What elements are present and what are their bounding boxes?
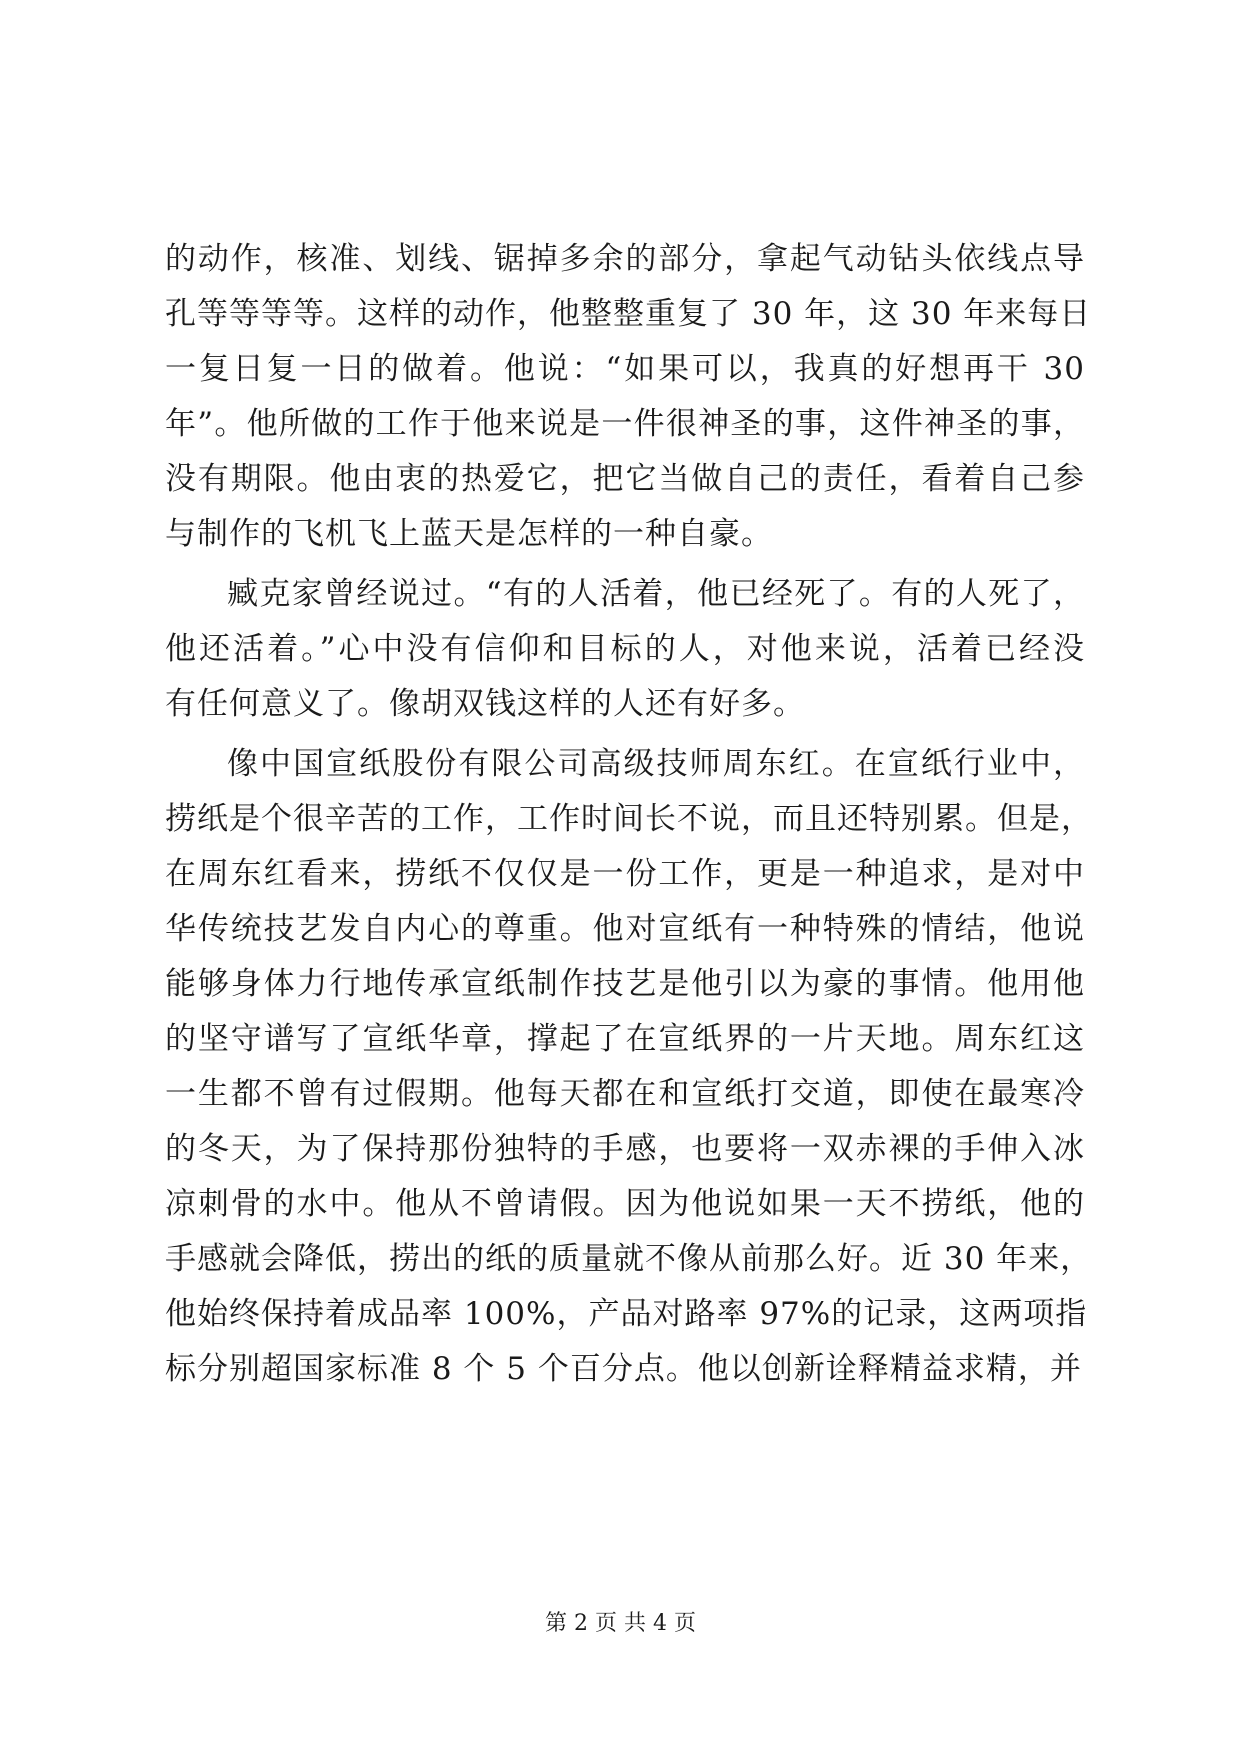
text-line: 没有期限。他由衷的热爱它，把它当做自己的责任，看着自己参	[165, 461, 1085, 497]
paragraph	[165, 232, 1092, 562]
paragraph	[165, 567, 1085, 732]
page-footer: 第 2 页 共 4 页	[545, 1611, 696, 1636]
text-line: 他始终保持着成品率 100%，产品对路率 97%的记录，这两项指	[165, 1296, 1088, 1332]
text-line: 的坚守谱写了宣纸华章，撑起了在宣纸界的一片天地。周东红这	[165, 1021, 1085, 1057]
text-line: 捞纸是个很辛苦的工作，工作时间长不说，而且还特别累。但是，	[165, 801, 1093, 837]
text-line: 华传统技艺发自内心的尊重。他对宣纸有一种特殊的情结，他说	[165, 911, 1085, 947]
paragraph	[165, 737, 1093, 1397]
text-line: 手感就会降低，捞出的纸的质量就不像从前那么好。近 30 年来，	[165, 1241, 1093, 1277]
body-text	[165, 232, 1093, 1397]
text-line: 年”。他所做的工作于他来说是一件很神圣的事，这件神圣的事，	[165, 406, 1085, 442]
text-line: 孔等等等等。这样的动作，他整整重复了 30 年，这 30 年来每日	[165, 296, 1092, 332]
text-line: 的动作，核准、划线、锯掉多余的部分，拿起气动钻头依线点导	[165, 241, 1085, 277]
text-line: 在周东红看来，捞纸不仅仅是一份工作，更是一种追求，是对中	[165, 856, 1085, 892]
text-line: 有任何意义了。像胡双钱这样的人还有好多。	[165, 686, 805, 722]
text-line: 像中国宣纸股份有限公司高级技师周东红。在宣纸行业中，	[227, 746, 1085, 782]
text-line: 一生都不曾有过假期。他每天都在和宣纸打交道，即使在最寒冷	[165, 1076, 1085, 1112]
text-line: 臧克家曾经说过。“有的人活着，他已经死了。有的人死了，	[227, 576, 1085, 612]
text-line: 一复日复一日的做着。他说：“如果可以，我真的好想再干 30	[165, 351, 1085, 387]
text-line: 他还活着。”心中没有信仰和目标的人，对他来说，活着已经没	[165, 631, 1085, 667]
text-line: 与制作的飞机飞上蓝天是怎样的一种自豪。	[165, 516, 773, 552]
text-line: 能够身体力行地传承宣纸制作技艺是他引以为豪的事情。他用他	[165, 966, 1085, 1002]
text-line: 标分别超国家标准 8 个 5 个百分点。他以创新诠释精益求精，并	[165, 1351, 1082, 1387]
text-line: 的冬天，为了保持那份独特的手感，也要将一双赤裸的手伸入冰	[165, 1131, 1085, 1167]
text-line: 凉刺骨的水中。他从不曾请假。因为他说如果一天不捞纸，他的	[165, 1186, 1085, 1222]
